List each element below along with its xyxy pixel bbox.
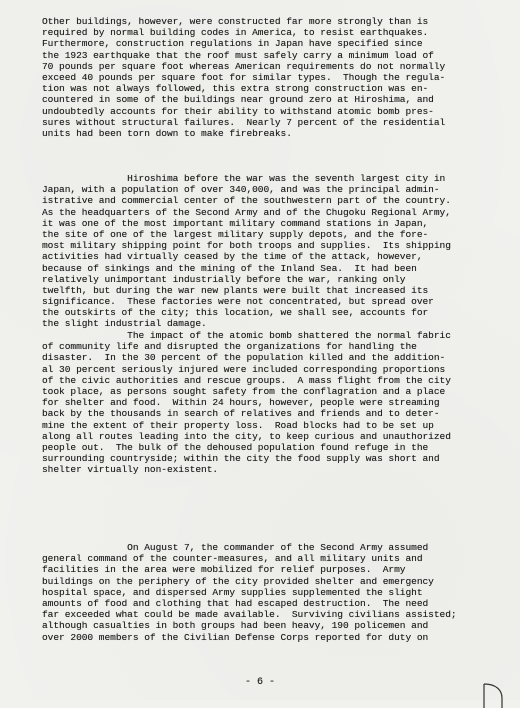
text-line: exceed 40 pounds per square foot for similar types. Though the regula- — [42, 71, 446, 83]
text-line: over 2000 members of the Civilian Defense Corps reported for duty on — [42, 631, 429, 643]
text-line: amounts of food and clothing that had escaped destruction. The need — [42, 597, 429, 609]
text-line: twelfth, but during the war new plants were built that increased its — [42, 284, 429, 296]
text-line: of the civic authorities and rescue groups. A mass flight from the city — [42, 374, 451, 386]
paragraph-august-7-command — [42, 542, 497, 643]
text-line: although casualties in both groups had been heavy, 190 policemen and — [42, 620, 429, 632]
text-line: buildings on the periphery of the city provided shelter and emergency — [42, 575, 434, 587]
text-line: most military shipping point for both troops and supplies. Its shipping — [42, 240, 451, 252]
text-line: general command of the counter-measures, and all military units and — [42, 553, 423, 565]
text-line: Hiroshima before the war was the seventh largest city in — [42, 173, 446, 184]
text-line: the site of one of the largest military supply depots, and the fore- — [42, 228, 429, 240]
text-line: Other buildings, however, were constructed far more strongly than is — [42, 16, 429, 27]
text-line: took place, as persons sought safety from the conflagration and a place — [42, 385, 446, 397]
text-line: undoubtedly accounts for their ability to withstand atomic bomb pres- — [42, 105, 434, 117]
text-line: The impact of the atomic bomb shattered the normal fabric — [42, 330, 451, 341]
text-line: disaster. In the 30 percent of the population killed and the addition- — [42, 352, 446, 364]
text-line: al 30 percent seriously injured were included corresponding proportions — [42, 363, 446, 375]
paragraph-buildings — [42, 16, 497, 139]
text-line: units had been torn down to make firebreaks. — [42, 127, 292, 139]
text-line: it was one of the most important military command stations in Japan, — [42, 217, 429, 229]
text-line: surrounding countryside; within the city the food supply was short and — [42, 453, 440, 465]
text-line: Japan, with a population of over 340,000, and was the principal admin- — [42, 184, 440, 196]
text-line: because of sinkings and the mining of the Inland Sea. It had been — [42, 262, 417, 274]
text-line: far exceeded what could be made available. Surviving civilians assisted; — [42, 609, 457, 621]
text-line: along all routes leading into the city, to keep curious and unauthorized — [42, 430, 451, 442]
text-line: mine the extent of their property loss. Road blocks had to be set up — [42, 419, 434, 431]
text-line: back by the thousands in search of relatives and friends and to deter- — [42, 408, 440, 420]
text-line: shelter virtually non-existent. — [42, 464, 219, 476]
text-line: 70 pounds per square foot whereas American requirements do not normally — [42, 60, 446, 72]
text-line: relatively unimportant industrially before the war, ranking only — [42, 273, 406, 285]
text-line: for shelter and food. Within 24 hours, however, people were streaming — [42, 397, 440, 409]
text-line: countered in some of the buildings near ground zero at Hiroshima, and — [42, 94, 434, 106]
text-line: required by normal building codes in America, to resist earthquakes. — [42, 27, 429, 39]
paragraph-bomb-impact — [42, 330, 497, 475]
text-line: Furthermore, construction regulations in Japan have specified since — [42, 38, 423, 50]
corner-pencil-mark — [480, 682, 504, 708]
text-line: tion was not always followed, this extra strong construction was en- — [42, 83, 429, 95]
text-line: As the headquarters of the Second Army and of the Chugoku Regional Army, — [42, 206, 451, 218]
text-line: istrative and commercial center of the southwestern part of the country. — [42, 195, 451, 207]
text-line: sures without structural failures. Nearly 7 percent of the residential — [42, 116, 446, 128]
text-line: the 1923 earthquake that the roof must safely carry a minimum load of — [42, 49, 434, 61]
text-line: hospital space, and dispersed Army supplies supplemented the slight — [42, 586, 423, 598]
text-line: of community life and disrupted the organizations for handling the — [42, 341, 417, 353]
page-number: - 6 - — [244, 677, 275, 688]
text-line: activities had virtually ceased by the time of the attack, however, — [42, 251, 423, 263]
paragraph-hiroshima-before-war — [42, 173, 497, 330]
text-line: significance. These factories were not concentrated, but spread over — [42, 296, 434, 308]
text-line: On August 7, the commander of the Second Army assumed — [42, 542, 429, 553]
text-line: people out. The bulk of the dehoused population found refuge in the — [42, 441, 429, 453]
text-line: the outskirts of the city; this location, we shall see, accounts for — [42, 307, 429, 319]
text-line: facilities in the area were mobilized for relief purposes. Army — [42, 564, 406, 576]
text-line: the slight industrial damage. — [42, 318, 207, 330]
